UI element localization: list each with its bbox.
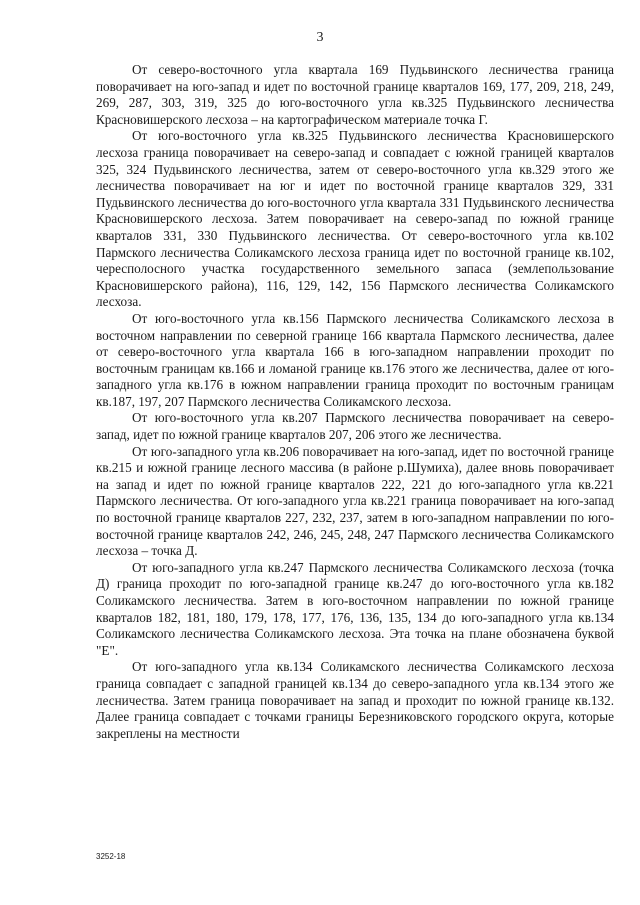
paragraph-1: От северо-восточного угла квартала 169 Пудьвинского лесничества граница поворачивает на юго-запад и идет по восточной границе кварталов 169, 177, 209, 218, 249, 269, 287, 303, 319, 325 до юго-восточного угла кв.325 Пудьвинского лесничества Красновишерского лесхоза – на картографическом материале точка Г. bbox=[96, 62, 614, 127]
footer-code: 3252-18 bbox=[96, 852, 126, 861]
paragraph-4: От юго-восточного угла кв.207 Пармского лесничества поворачивает на северо-запад, идет по южной границе кварталов 207, 206 этого же лесничества. bbox=[96, 410, 614, 443]
body-text bbox=[96, 62, 614, 742]
paragraph-5: От юго-западного угла кв.206 поворачивает на юго-запад, идет по восточной границе кв.215 и южной границе лесного массива (в районе р.Шумиха), далее вновь поворачивает на запад и идет по южной границе кварталов 222, 221 до юго-западного угла кв.221 Пармского лесничества. От юго-западного угла кв.221 граница поворачивает на юго-запад по восточной границе кварталов 227, 232, 237, затем в юго-западном направлении по юго-восточной границе кварталов 242, 246, 245, 248, 247 Пармского лесничества Соликамского лесхоза – точка Д. bbox=[96, 443, 614, 559]
paragraph-2: От юго-восточного угла кв.325 Пудьвинского лесничества Красновишерского лесхоза граница поворачивает на северо-запад и совпадает с южной границей кварталов 325, 324 Пудьвинского лесничества, затем от северо-восточного угла кв.329 этого же лесничества поворачивает на юг и идет по восточной границе кварталов 329, 331 Пудьвинского лесничества до юго-восточного угла квартала 331 Пудьвинского лесничества Красновишерского лесхоза. Затем поворачивает на северо-запад по южной границе кварталов 331, 330 Пудьвинского лесничества. От северо-восточного угла кв.102 Пармского лесничества Соликамского лесхоза граница идет по восточной границе кв.102, чересполосного участка государственного земельного запаса (землепользование Красновишерского района), 116, 129, 142, 156 Пармского лесничества Соликамского лесхоза. bbox=[96, 128, 614, 310]
paragraph-6: От юго-западного угла кв.247 Пармского лесничества Соликамского лесхоза (точка Д) граница проходит по юго-западной границе кв.247 до юго-восточного угла кв.182 Соликамского лесничества. Затем в юго-восточном направлении по южной границе кварталов 182, 181, 180, 179, 178, 177, 176, 136, 135, 134 до юго-западного угла кв.134 Соликамского лесничества Соликамского лесхоза. Эта точка на плане обозначена буквой "Е". bbox=[96, 559, 614, 658]
paragraph-3: От юго-восточного угла кв.156 Пармского лесничества Соликамского лесхоза в восточном направлении по северной границе 166 квартала Пармского лесничества, далее от северо-восточного угла квартала 166 в юго-западном направлении проходит по восточным границам кв.166 и ломаной границе кв.176 этого же лесничества, далее от юго-западного угла кв.176 в южном направлении граница проходит по восточным границам кв.187, 197, 207 Пармского лесничества Соликамского лесхоза. bbox=[96, 310, 614, 409]
page-number: 3 bbox=[316, 30, 324, 45]
paragraph-7: От юго-западного угла кв.134 Соликамского лесничества Соликамского лесхоза граница совпадает с западной границей кв.134 до северо-западного угла кв.134 этого же лесничества. Затем граница поворачивает на запад и проходит по южной границе кв.132. Далее граница совпадает с точками границы Березниковского городского округа, которые закреплены на местности bbox=[96, 659, 614, 741]
